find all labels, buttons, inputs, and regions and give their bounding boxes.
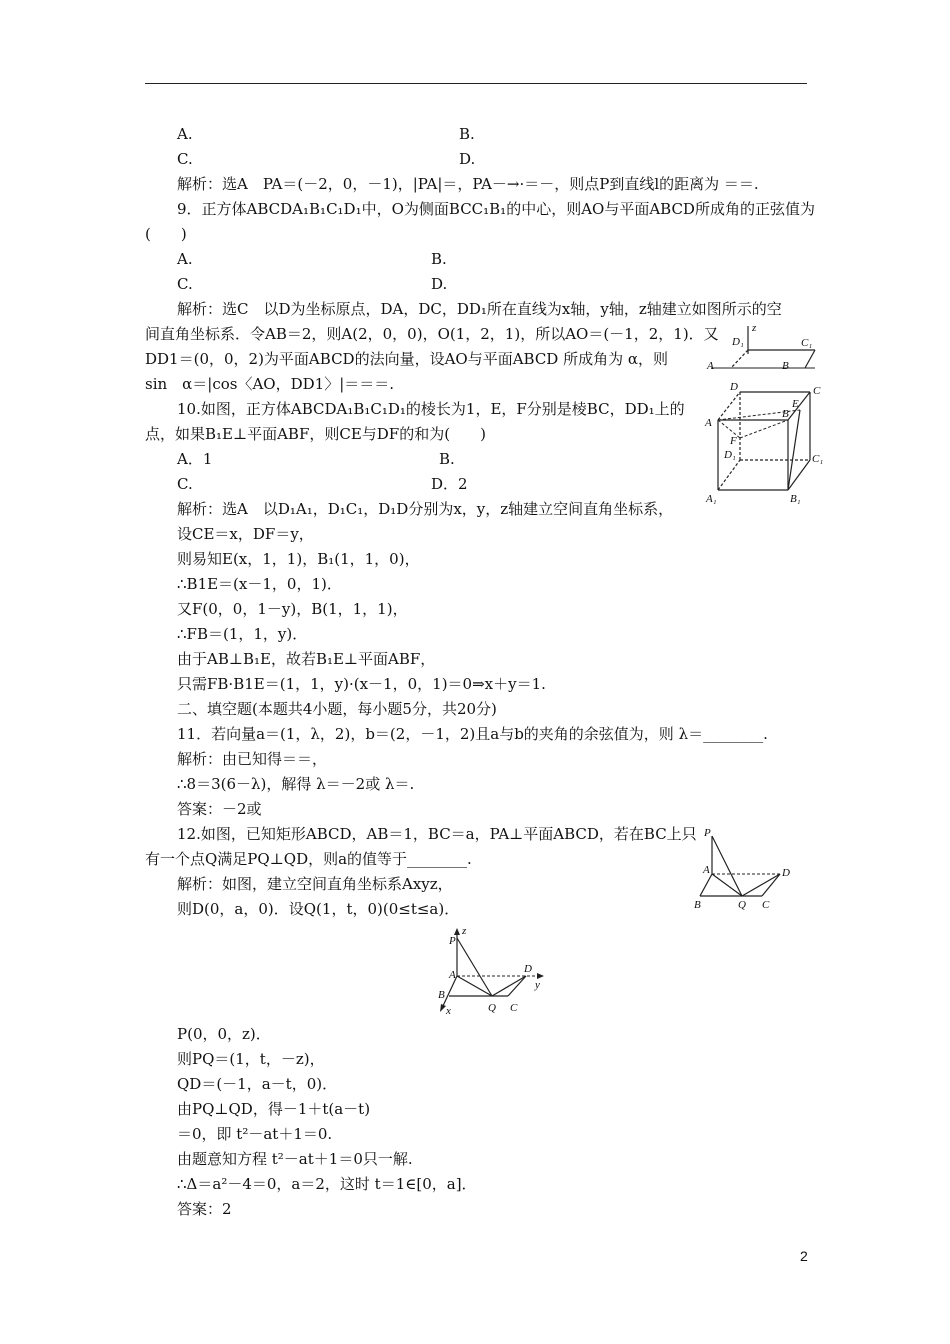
q12-fig-label: D bbox=[782, 867, 790, 879]
q9-option-b: B. bbox=[431, 250, 447, 268]
q10-solution-8: 只需FB·B1E＝(1，1，y)·(x－1，0，1)＝0⇒x＋y＝1. bbox=[177, 675, 546, 693]
q10-fig-label: C bbox=[813, 385, 821, 397]
q9-option-c: C. bbox=[177, 275, 193, 293]
q10-fig-label: B bbox=[782, 408, 789, 420]
q9-stem-cont: ( ) bbox=[145, 225, 187, 243]
q8-option-c: C. bbox=[177, 150, 193, 168]
header-rule bbox=[145, 83, 807, 84]
q12-fig-label: C bbox=[762, 899, 770, 911]
q12-solution-3: P(0，0，z)． bbox=[177, 1025, 271, 1043]
q9-fig-label: C₁ bbox=[801, 337, 813, 349]
q10-solution-7: 由于AB⊥B₁E，故若B₁E⊥平面ABF， bbox=[177, 650, 436, 668]
q12-solution-2: 则D(0，a，0)．设Q(1，t，0)(0≤t≤a)． bbox=[177, 900, 460, 918]
q8-option-a: A. bbox=[177, 125, 193, 143]
q10-fig-label: B₁ bbox=[790, 493, 801, 505]
q10-figure bbox=[700, 380, 835, 510]
q10-stem-cont: 点，如果B₁E⊥平面ABF，则CE与DF的和为( ) bbox=[145, 425, 486, 443]
page-number: 2 bbox=[800, 1248, 808, 1264]
q12-figure bbox=[692, 826, 802, 912]
q10-fig-label: D bbox=[730, 381, 738, 393]
q9-solution-4: sin α＝|cos〈AO，DD1〉|＝＝＝. bbox=[145, 375, 395, 393]
q10-fig-label: F bbox=[730, 435, 737, 447]
q12-fig-label: A bbox=[703, 864, 710, 876]
q10-solution-3: 则易知E(x，1，1)，B₁(1，1，0)， bbox=[177, 550, 420, 568]
q8-option-b: B. bbox=[459, 125, 475, 143]
q12-answer: 答案：2 bbox=[177, 1200, 232, 1218]
q12-axes-label: z bbox=[462, 925, 467, 937]
q12-axes-label: P bbox=[449, 935, 456, 947]
q12-axes-label: D bbox=[524, 963, 532, 975]
q10-solution-5: 又F(0，0，1－y)，B(1，1，1)， bbox=[177, 600, 408, 618]
q9-solution-2: 间直角坐标系．令AB＝2，则A(2，0，0)，O(1，2，1)，所以AO＝(－1，2，1)．又 bbox=[145, 325, 719, 343]
q8-option-d: D. bbox=[459, 150, 476, 168]
q12-axes-figure bbox=[432, 926, 547, 1018]
q12-axes-label: A bbox=[449, 969, 456, 981]
q9-solution-3: DD1＝(0，0，2)为平面ABCD的法向量，设AO与平面ABCD 所成角为 α，则 bbox=[145, 350, 669, 368]
q12-stem: 12.如图，已知矩形ABCD，AB＝1，BC＝a，PA⊥平面ABCD，若在BC上只 bbox=[177, 825, 697, 843]
q12-solution-4: 则PQ＝(1，t，－z)， bbox=[177, 1050, 325, 1068]
q9-option-d: D. bbox=[431, 275, 448, 293]
q12-solution-1: 解析：如图，建立空间直角坐标系Axyz， bbox=[177, 875, 453, 893]
q10-solution-2: 设CE＝x，DF＝y， bbox=[177, 525, 314, 543]
q10-option-c: C. bbox=[177, 475, 193, 493]
q12-stem-cont: 有一个点Q满足PQ⊥QD，则a的值等于________. bbox=[145, 850, 472, 868]
q12-fig-label: Q bbox=[738, 899, 746, 911]
q9-option-a: A. bbox=[177, 250, 193, 268]
q10-fig-label: A₁ bbox=[706, 493, 717, 505]
q9-solution-1: 解析：选C 以D为坐标原点，DA，DC，DD₁所在直线为x轴，y轴，z轴建立如图所示的空 bbox=[177, 300, 782, 318]
q11-stem: 11．若向量a＝(1，λ，2)，b＝(2，－1，2)且a与b的夹角的余弦值为，则 λ＝________. bbox=[177, 725, 768, 743]
q12-solution-5: QD＝(－1，a－t，0)． bbox=[177, 1075, 338, 1093]
q10-solution-6: ∴FB＝(1，1，y)． bbox=[177, 625, 308, 643]
q10-fig-label: D₁ bbox=[724, 449, 736, 461]
q11-solution-1: 解析：由已知得＝＝， bbox=[177, 750, 328, 768]
q10-solution-4: ∴B1E＝(x－1，0，1)． bbox=[177, 575, 342, 593]
q12-solution-7: ＝0，即 t²－at＋1＝0. bbox=[177, 1125, 333, 1143]
q10-option-a: A．1 bbox=[177, 450, 213, 468]
q12-axes-label: Q bbox=[488, 1002, 496, 1014]
q12-solution-8: 由题意知方程 t²－at＋1＝0只一解. bbox=[177, 1150, 413, 1168]
q12-axes-label: C bbox=[510, 1002, 518, 1014]
q10-fig-label: E bbox=[792, 398, 799, 410]
q12-solution-9: ∴Δ＝a²－4＝0，a＝2，这时 t＝1∈[0，a]． bbox=[177, 1175, 477, 1193]
q12-solution-6: 由PQ⊥QD，得－1＋t(a－t) bbox=[177, 1100, 371, 1118]
q12-fig-label: P bbox=[704, 827, 711, 839]
q9-stem: 9．正方体ABCDA₁B₁C₁D₁中，O为侧面BCC₁B₁的中心，则AO与平面ABCD所成角的正弦值为 bbox=[177, 200, 815, 218]
q12-fig-label: B bbox=[694, 899, 701, 911]
q11-answer: 答案：－2或 bbox=[177, 800, 262, 818]
q10-fig-label: A bbox=[705, 417, 712, 429]
section-heading: 二、填空题(本题共4小题，每小题5分，共20分) bbox=[177, 700, 497, 718]
q9-fig-label: B bbox=[782, 360, 789, 372]
q9-fig-label: z bbox=[752, 322, 757, 334]
q9-fig-label: A bbox=[707, 360, 714, 372]
q12-axes-label: x bbox=[446, 1005, 451, 1017]
q12-axes-label: B bbox=[438, 989, 445, 1001]
q10-option-b: B. bbox=[439, 450, 455, 468]
q10-option-d: D．2 bbox=[431, 475, 468, 493]
q9-fig-label: D₁ bbox=[732, 336, 744, 348]
q10-fig-label: C₁ bbox=[812, 453, 824, 465]
q10-stem: 10.如图，正方体ABCDA₁B₁C₁D₁的棱长为1，E，F分别是棱BC，DD₁上的 bbox=[177, 400, 685, 418]
q12-axes-label: y bbox=[535, 979, 540, 991]
q9-figure bbox=[705, 322, 830, 370]
q10-solution-1: 解析：选A 以D₁A₁，D₁C₁，D₁D分别为x，y，z轴建立空间直角坐标系， bbox=[177, 500, 674, 518]
q11-solution-2: ∴8＝3(6－λ)，解得 λ＝－2或 λ＝. bbox=[177, 775, 415, 793]
q8-solution: 解析：选A PA＝(－2，0，－1)，|PA|＝，PA－→·＝－，则点P到直线l的距离为 ＝＝. bbox=[177, 175, 759, 193]
